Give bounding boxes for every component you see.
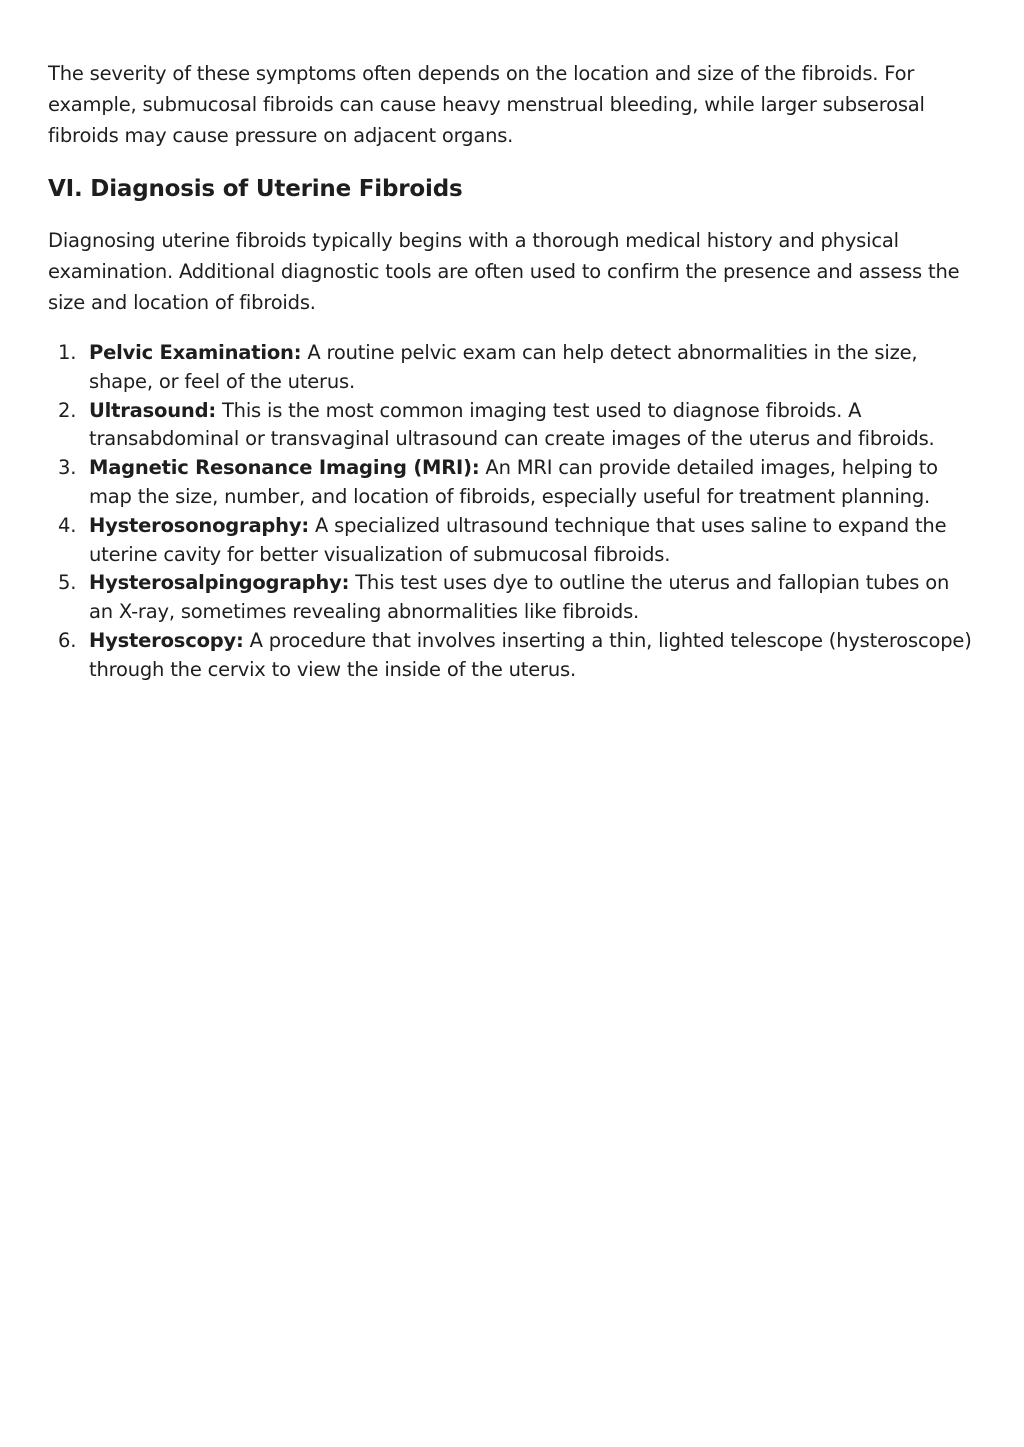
list-item [48, 512, 976, 570]
list-item-term: Hysterosalpingography: [89, 571, 350, 595]
list-item [48, 627, 976, 685]
diagnosis-paragraph: Diagnosing uterine fibroids typically begins with a thorough medical history and physical examination. Additional diagnostic tools are often used to confirm the presence and assess the size and location of fibroids. [48, 229, 960, 314]
list-item [48, 569, 976, 627]
list-item-term: Hysterosonography: [89, 513, 309, 537]
section-heading: VI. Diagnosis of Uterine Fibroids [48, 176, 463, 202]
list-item-number: 2. [58, 398, 77, 422]
list-item-number: 1. [58, 341, 77, 364]
list-item [48, 397, 976, 455]
list-item-number: 4. [58, 513, 77, 537]
list-item [48, 339, 976, 397]
list-item-text: A specialized ultrasound technique that uses saline to expand the uterine cavity for better visualization of submucosal fibroids. [89, 513, 947, 566]
list-item-term: Pelvic Examination: [89, 341, 302, 364]
list-item [48, 454, 976, 512]
intro-paragraph: The severity of these symptoms often depends on the location and size of the fibroids. For example, submucosal fibroids can cause heavy menstrual bleeding, while larger subserosal fibroids may cause pressure on adjacent organs. [48, 62, 925, 147]
list-item-text: An MRI can provide detailed images, helping to map the size, number, and location of fibroids, especially useful for treatment planning. [89, 456, 938, 508]
list-item-text: This test uses dye to outline the uterus and fallopian tubes on an X-ray, sometimes revealing abnormalities like fibroids. [89, 571, 950, 624]
list-item-number: 3. [58, 456, 77, 480]
list-item-term: Hysteroscopy: [89, 628, 244, 652]
list-item-text: A routine pelvic exam can help detect abnormalities in the size, shape, or feel of the uterus. [89, 341, 918, 393]
list-item-number: 5. [58, 571, 77, 595]
list-item-text: This is the most common imaging test used to diagnose fibroids. A transabdominal or transvaginal ultrasound can create images of the uterus and fibroids. [89, 398, 935, 451]
diagnostic-methods-list [48, 339, 976, 685]
list-item-number: 6. [58, 628, 77, 652]
list-item-term: Ultrasound: [89, 398, 216, 422]
list-item-term: Magnetic Resonance Imaging (MRI): [89, 456, 480, 480]
list-item-text: A procedure that involves inserting a thin, lighted telescope (hysteroscope) through the cervix to view the inside of the uterus. [89, 628, 972, 681]
